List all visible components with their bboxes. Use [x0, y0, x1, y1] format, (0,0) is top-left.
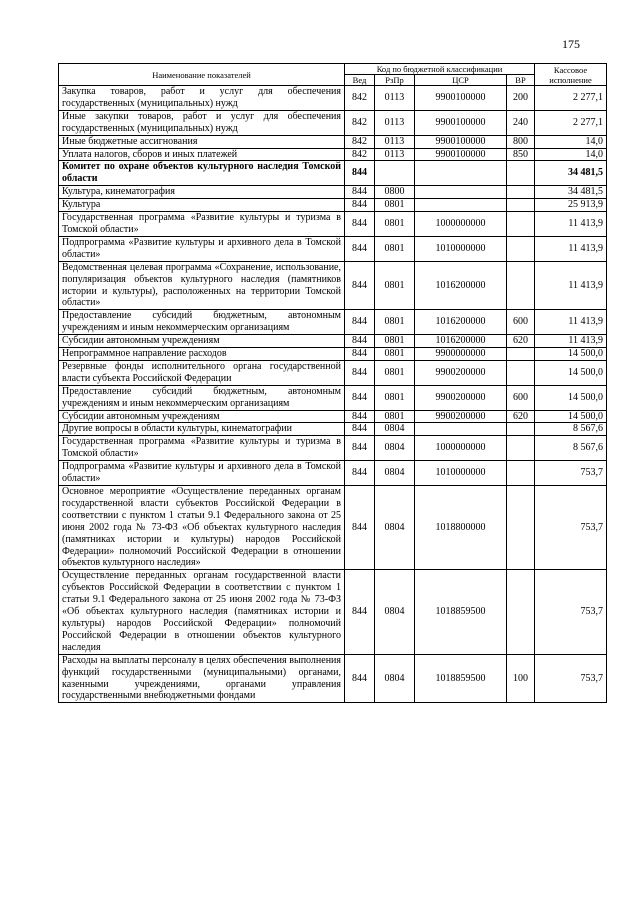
cell-amount: 11 413,9 [535, 212, 607, 237]
cell-amount: 14,0 [535, 148, 607, 161]
cell-csr: 9900200000 [415, 385, 507, 410]
cell-csr: 1010000000 [415, 236, 507, 261]
cell-vr: 200 [507, 86, 535, 111]
cell-rzpr: 0804 [375, 436, 415, 461]
cell-csr [415, 199, 507, 212]
cell-amount: 14 500,0 [535, 360, 607, 385]
table-body [59, 86, 607, 703]
cell-vr [507, 236, 535, 261]
table-row [59, 261, 607, 310]
cell-rzpr: 0801 [375, 385, 415, 410]
cell-name: Резервные фонды исполнительного органа государственной власти субъекта Российской Федерации [59, 360, 345, 385]
cell-name: Предоставление субсидий бюджетным, автономным учреждениям и иным некоммерческим организациям [59, 385, 345, 410]
cell-name: Другие вопросы в области культуры, кинематографии [59, 423, 345, 436]
cell-csr: 1000000000 [415, 436, 507, 461]
cell-ved: 844 [345, 385, 375, 410]
cell-rzpr: 0801 [375, 212, 415, 237]
cell-ved: 842 [345, 148, 375, 161]
cell-amount: 14 500,0 [535, 410, 607, 423]
cell-vr [507, 161, 535, 186]
cell-vr: 620 [507, 410, 535, 423]
cell-name: Осуществление переданных органам государственной власти субъектов Российской Федерации в соответствии с пунктом 1 статьи 9.1 Федерального закона от 25 июня 2002 года № 73-ФЗ «Об объектах культурного наследия (памятниках истории и культуры) народов Российской Федерации» полномочий Российской Федерации в отношении объектов культурного наследия [59, 570, 345, 654]
cell-amount: 753,7 [535, 570, 607, 654]
cell-ved: 842 [345, 86, 375, 111]
cell-ved: 844 [345, 486, 375, 570]
header-name: Наименование показателей [59, 64, 345, 86]
cell-name: Подпрограмма «Развитие культуры и архивного дела в Томской области» [59, 461, 345, 486]
cell-name: Государственная программа «Развитие культуры и туризма в Томской области» [59, 212, 345, 237]
cell-vr [507, 186, 535, 199]
cell-name: Иные бюджетные ассигнования [59, 135, 345, 148]
cell-rzpr: 0801 [375, 199, 415, 212]
cell-amount: 753,7 [535, 461, 607, 486]
cell-amount: 11 413,9 [535, 236, 607, 261]
cell-ved: 844 [345, 348, 375, 361]
cell-name: Субсидии автономным учреждениям [59, 335, 345, 348]
cell-rzpr: 0801 [375, 335, 415, 348]
cell-ved: 842 [345, 110, 375, 135]
cell-vr [507, 261, 535, 310]
header-csr: ЦСР [415, 75, 507, 86]
cell-ved: 844 [345, 654, 375, 703]
budget-execution-table [58, 63, 607, 703]
header-ved: Вед [345, 75, 375, 86]
cell-rzpr: 0800 [375, 186, 415, 199]
cell-vr [507, 199, 535, 212]
cell-csr [415, 423, 507, 436]
table-row [59, 654, 607, 703]
cell-vr: 800 [507, 135, 535, 148]
cell-amount: 2 277,1 [535, 86, 607, 111]
cell-amount: 14 500,0 [535, 348, 607, 361]
cell-vr: 620 [507, 335, 535, 348]
cell-csr: 1016200000 [415, 310, 507, 335]
cell-vr [507, 212, 535, 237]
table-row [59, 86, 607, 111]
cell-vr: 850 [507, 148, 535, 161]
cell-amount: 34 481,5 [535, 161, 607, 186]
table-row [59, 461, 607, 486]
header-code-group: Код по бюджетной классификации [345, 64, 535, 75]
cell-vr: 100 [507, 654, 535, 703]
cell-ved: 842 [345, 135, 375, 148]
cell-amount: 25 913,9 [535, 199, 607, 212]
table-row [59, 148, 607, 161]
table-row [59, 486, 607, 570]
cell-rzpr: 0113 [375, 135, 415, 148]
cell-csr: 1018800000 [415, 486, 507, 570]
table-row [59, 135, 607, 148]
cell-name: Уплата налогов, сборов и иных платежей [59, 148, 345, 161]
cell-csr: 9900100000 [415, 135, 507, 148]
cell-vr: 600 [507, 310, 535, 335]
cell-amount: 11 413,9 [535, 335, 607, 348]
table-row [59, 335, 607, 348]
cell-name: Культура [59, 199, 345, 212]
cell-rzpr: 0804 [375, 461, 415, 486]
cell-name: Комитет по охране объектов культурного наследия Томской области [59, 161, 345, 186]
cell-rzpr: 0804 [375, 654, 415, 703]
cell-vr: 240 [507, 110, 535, 135]
cell-ved: 844 [345, 410, 375, 423]
cell-rzpr: 0801 [375, 360, 415, 385]
table-row [59, 348, 607, 361]
table-row [59, 410, 607, 423]
cell-rzpr: 0113 [375, 110, 415, 135]
cell-amount: 14,0 [535, 135, 607, 148]
cell-name: Ведомственная целевая программа «Сохранение, использование, популяризация объектов культурного наследия (памятников истории и культуры), расположенных на территории Томской области» [59, 261, 345, 310]
cell-amount: 8 567,6 [535, 436, 607, 461]
table-row [59, 110, 607, 135]
cell-ved: 844 [345, 436, 375, 461]
table-row [59, 360, 607, 385]
header-vr: ВР [507, 75, 535, 86]
cell-vr [507, 348, 535, 361]
cell-name: Расходы на выплаты персоналу в целях обеспечения выполнения функций государственными (муниципальными) органами, казенными учреждениями, органами управления государственными внебюджетными фондами [59, 654, 345, 703]
cell-rzpr: 0801 [375, 348, 415, 361]
cell-ved: 844 [345, 161, 375, 186]
cell-vr [507, 360, 535, 385]
cell-amount: 14 500,0 [535, 385, 607, 410]
cell-name: Непрограммное направление расходов [59, 348, 345, 361]
cell-csr: 9900200000 [415, 410, 507, 423]
cell-ved: 844 [345, 199, 375, 212]
cell-csr: 1018859500 [415, 570, 507, 654]
table-row [59, 436, 607, 461]
cell-amount: 2 277,1 [535, 110, 607, 135]
cell-ved: 844 [345, 570, 375, 654]
cell-csr [415, 161, 507, 186]
cell-csr [415, 186, 507, 199]
cell-vr: 600 [507, 385, 535, 410]
table-row [59, 423, 607, 436]
table-row [59, 161, 607, 186]
cell-name: Закупка товаров, работ и услуг для обеспечения государственных (муниципальных) нужд [59, 86, 345, 111]
cell-amount: 8 567,6 [535, 423, 607, 436]
cell-csr: 9900100000 [415, 86, 507, 111]
cell-amount: 34 481,5 [535, 186, 607, 199]
cell-name: Иные закупки товаров, работ и услуг для обеспечения государственных (муниципальных) нужд [59, 110, 345, 135]
cell-ved: 844 [345, 212, 375, 237]
cell-rzpr: 0804 [375, 570, 415, 654]
cell-ved: 844 [345, 360, 375, 385]
cell-vr [507, 486, 535, 570]
table-row [59, 186, 607, 199]
cell-name: Подпрограмма «Развитие культуры и архивного дела в Томской области» [59, 236, 345, 261]
cell-ved: 844 [345, 186, 375, 199]
cell-csr: 9900000000 [415, 348, 507, 361]
table-header [59, 64, 607, 86]
cell-name: Основное мероприятие «Осуществление переданных органам государственной власти субъектов Российской Федерации в соответствии с пунктом 1 статьи 9.1 Федерального закона от 25 июня 2002 года № 73-ФЗ «Об объектах культурного наследия (памятниках истории и культуры) народов Российской Федерации» полномочий Российской Федерации в отношении объектов культурного наследия» [59, 486, 345, 570]
header-rzpr: РзПр [375, 75, 415, 86]
cell-ved: 844 [345, 261, 375, 310]
cell-csr: 9900100000 [415, 110, 507, 135]
cell-rzpr: 0804 [375, 423, 415, 436]
cell-csr: 1016200000 [415, 261, 507, 310]
table-row [59, 385, 607, 410]
cell-name: Культура, кинематография [59, 186, 345, 199]
table-row [59, 212, 607, 237]
cell-rzpr: 0801 [375, 410, 415, 423]
cell-rzpr: 0801 [375, 236, 415, 261]
cell-ved: 844 [345, 461, 375, 486]
cell-rzpr: 0113 [375, 148, 415, 161]
cell-amount: 753,7 [535, 654, 607, 703]
cell-csr: 9900200000 [415, 360, 507, 385]
cell-rzpr: 0801 [375, 261, 415, 310]
cell-name: Предоставление субсидий бюджетным, автономным учреждениям и иным некоммерческим организациям [59, 310, 345, 335]
cell-ved: 844 [345, 423, 375, 436]
cell-ved: 844 [345, 335, 375, 348]
cell-ved: 844 [345, 236, 375, 261]
cell-name: Субсидии автономным учреждениям [59, 410, 345, 423]
cell-csr: 1018859500 [415, 654, 507, 703]
cell-amount: 11 413,9 [535, 310, 607, 335]
cell-vr [507, 570, 535, 654]
cell-csr: 1000000000 [415, 212, 507, 237]
cell-csr: 9900100000 [415, 148, 507, 161]
table-row [59, 199, 607, 212]
cell-rzpr: 0113 [375, 86, 415, 111]
table-row [59, 570, 607, 654]
cell-vr [507, 436, 535, 461]
cell-rzpr: 0801 [375, 310, 415, 335]
cell-csr: 1016200000 [415, 335, 507, 348]
page-number: 175 [562, 37, 580, 51]
cell-ved: 844 [345, 310, 375, 335]
cell-vr [507, 423, 535, 436]
cell-name: Государственная программа «Развитие культуры и туризма в Томской области» [59, 436, 345, 461]
cell-vr [507, 461, 535, 486]
cell-csr: 1010000000 [415, 461, 507, 486]
table-row [59, 310, 607, 335]
cell-rzpr [375, 161, 415, 186]
cell-amount: 753,7 [535, 486, 607, 570]
cell-amount: 11 413,9 [535, 261, 607, 310]
table-row [59, 236, 607, 261]
header-amount: Кассовое исполнение [535, 64, 607, 86]
cell-rzpr: 0804 [375, 486, 415, 570]
